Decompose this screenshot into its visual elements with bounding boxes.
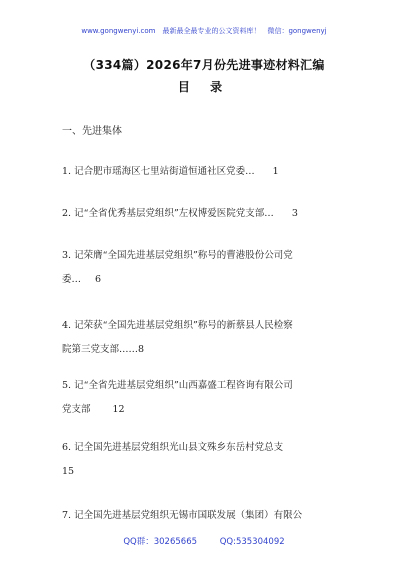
section-heading: 一、先进集体 xyxy=(62,126,122,137)
toc-item-text: 2. 记“全省优秀基层党组织”左权博爱医院党支部… xyxy=(62,208,274,219)
qq-contact: QQ:535304092 xyxy=(219,537,285,547)
qq-group: QQ群：30265665 xyxy=(123,537,198,547)
toc-item[interactable] xyxy=(62,436,350,484)
toc-item-text-cont: 院第三党支部…… xyxy=(62,344,139,355)
toc-item-text: 6. 记全国先进基层党组织光山县文殊乡东岳村党总支 xyxy=(62,442,284,453)
toc-item-text: 7. 记全国先进基层党组织无锡市国联发展（集团）有限公 xyxy=(62,510,303,521)
toc-item-text: 1. 记合肥市瑶海区七里站街道恒通社区党委… xyxy=(62,166,255,177)
toc-item-page: 15 xyxy=(62,466,75,477)
toc-item-text-cont: 党支部 xyxy=(62,404,91,415)
toc-item-page: 3 xyxy=(291,208,298,219)
toc-heading: 目 录 xyxy=(177,80,231,94)
toc-item[interactable] xyxy=(62,314,350,362)
toc-item-page: 6 xyxy=(95,274,102,285)
toc-item[interactable] xyxy=(62,160,350,184)
toc-item[interactable] xyxy=(62,202,350,226)
page-footer xyxy=(0,535,408,547)
toc-item-text-cont: 委… xyxy=(62,274,82,285)
document-title: （334篇）2026年7月份先进事迹材料汇编 xyxy=(83,58,325,72)
toc-item-text: 3. 记荣膺“全国先进基层党组织”称号的曹港股份公司党 xyxy=(62,250,293,261)
toc-item-page: 8 xyxy=(138,344,145,355)
toc-item-page: 1 xyxy=(272,166,279,177)
site-header: www.gongwenyi.com 最新最全最专业的公文资料库！ 微信：gongwenyj xyxy=(81,27,327,35)
toc-item[interactable] xyxy=(62,504,350,528)
toc-item[interactable] xyxy=(62,374,350,422)
toc-item-page: 12 xyxy=(112,404,125,415)
toc-item-text: 5. 记“全省先进基层党组织”山西嘉盛工程咨询有限公司 xyxy=(62,380,293,391)
toc-item-text: 4. 记荣获“全国先进基层党组织”称号的新蔡县人民检察 xyxy=(62,320,293,331)
toc-item[interactable] xyxy=(62,244,350,292)
